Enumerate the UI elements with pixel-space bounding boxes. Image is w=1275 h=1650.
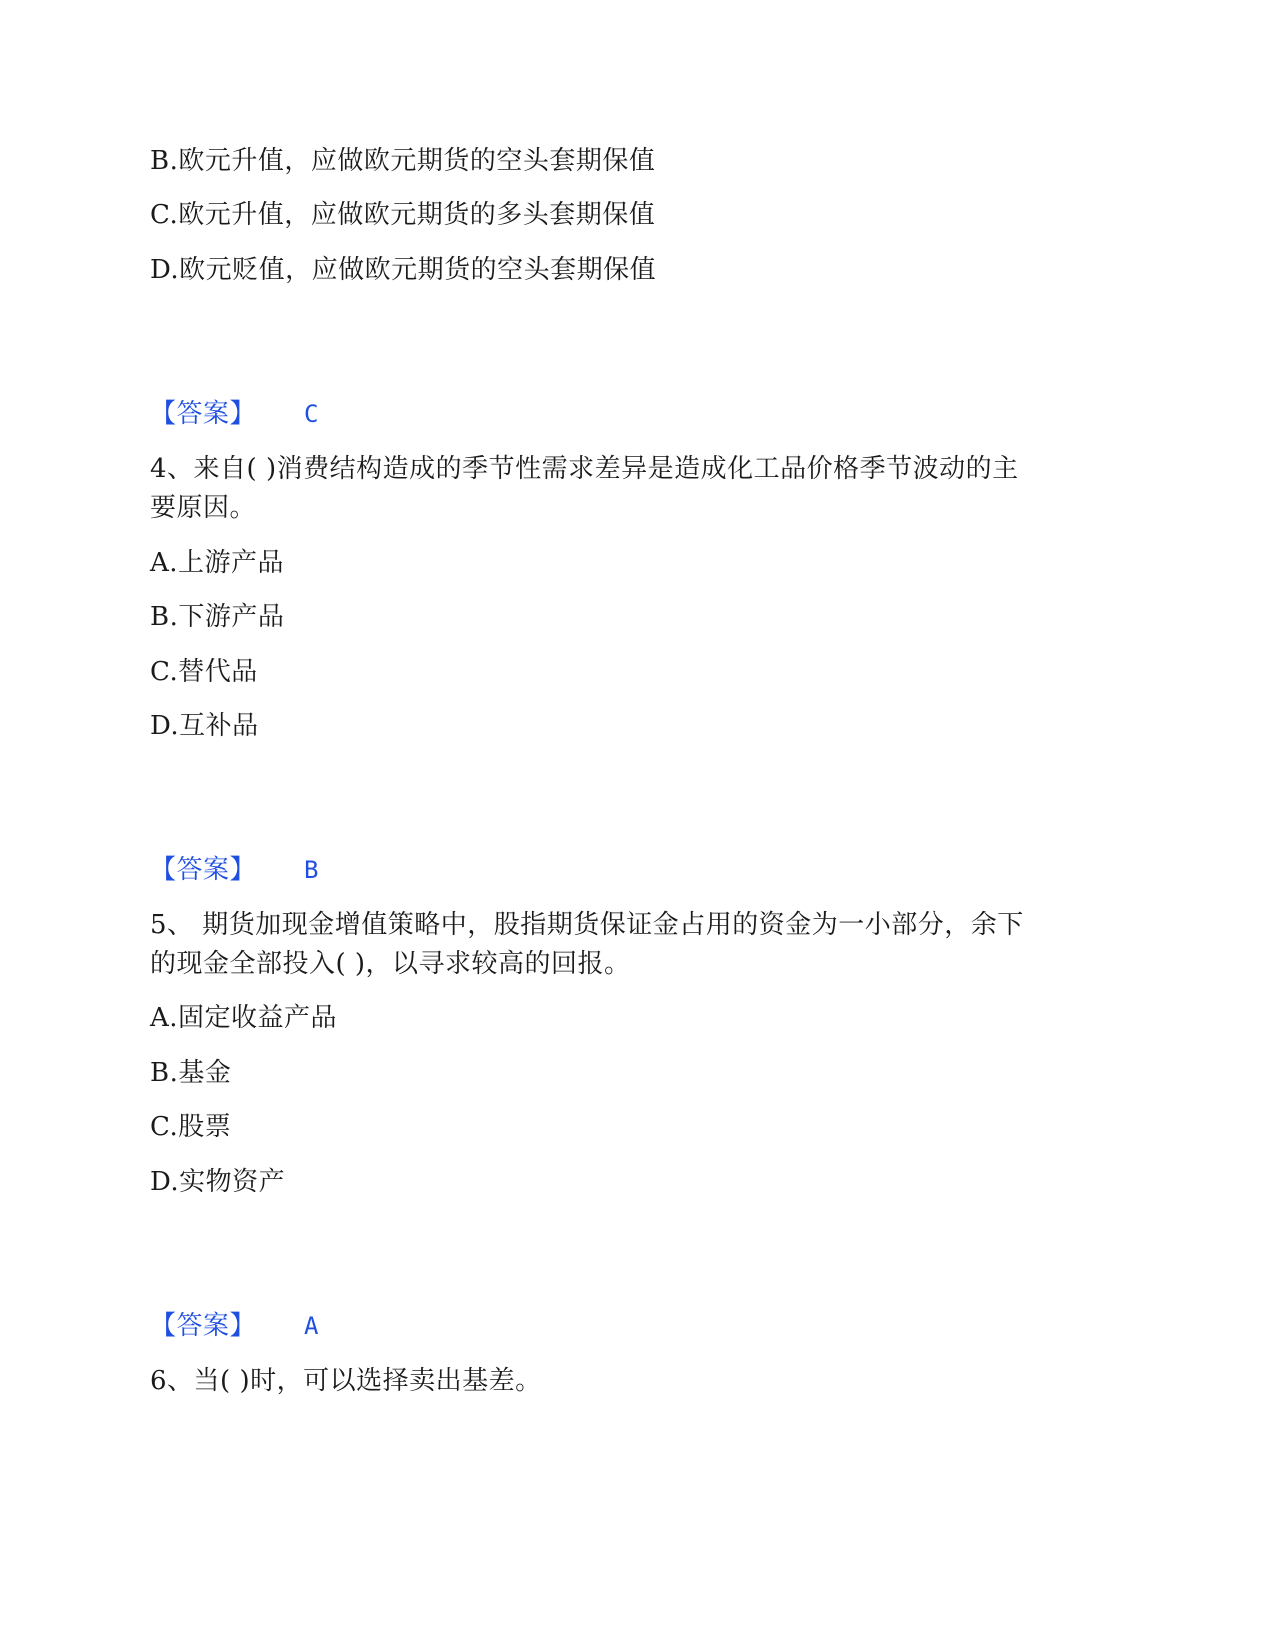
q4-option-a: A.上游产品 xyxy=(150,548,285,578)
q4-stem-line2: 要原因。 xyxy=(150,493,257,523)
q4-option-b: B.下游产品 xyxy=(150,602,285,632)
q4-stem-line1: 4、来自( )消费结构造成的季节性需求差异是造成化工品价格季节波动的主 xyxy=(150,454,1019,484)
q3-option-d: D.欧元贬值，应做欧元期货的空头套期保值 xyxy=(150,255,657,285)
q3-option-b: B.欧元升值，应做欧元期货的空头套期保值 xyxy=(150,146,656,176)
q3-answer xyxy=(150,399,319,429)
q5-option-b: B.基金 xyxy=(150,1058,232,1088)
q5-option-c: C.股票 xyxy=(150,1112,232,1142)
q3-option-c: C.欧元升值，应做欧元期货的多头套期保值 xyxy=(150,200,656,230)
q4-answer-value: B xyxy=(304,856,319,884)
q4-option-c: C.替代品 xyxy=(150,657,258,687)
q5-stem-line2: 的现金全部投入( )，以寻求较高的回报。 xyxy=(150,949,631,979)
q3-answer-label: 【答案】 xyxy=(150,399,257,429)
q5-option-a: A.固定收益产品 xyxy=(150,1003,338,1033)
q4-answer-label: 【答案】 xyxy=(150,855,257,885)
q5-stem-line1: 5、 期货加现金增值策略中，股指期货保证金占用的资金为一小部分，余下 xyxy=(150,910,1024,940)
q5-answer-value: A xyxy=(304,1312,319,1340)
q5-option-d: D.实物资产 xyxy=(150,1167,286,1197)
q5-answer xyxy=(150,1311,319,1341)
q5-answer-label: 【答案】 xyxy=(150,1311,257,1341)
q4-answer xyxy=(150,855,319,885)
q6-stem-line1: 6、当( )时，可以选择卖出基差。 xyxy=(150,1366,542,1396)
q3-answer-value: C xyxy=(304,400,319,428)
q4-option-d: D.互补品 xyxy=(150,711,259,741)
